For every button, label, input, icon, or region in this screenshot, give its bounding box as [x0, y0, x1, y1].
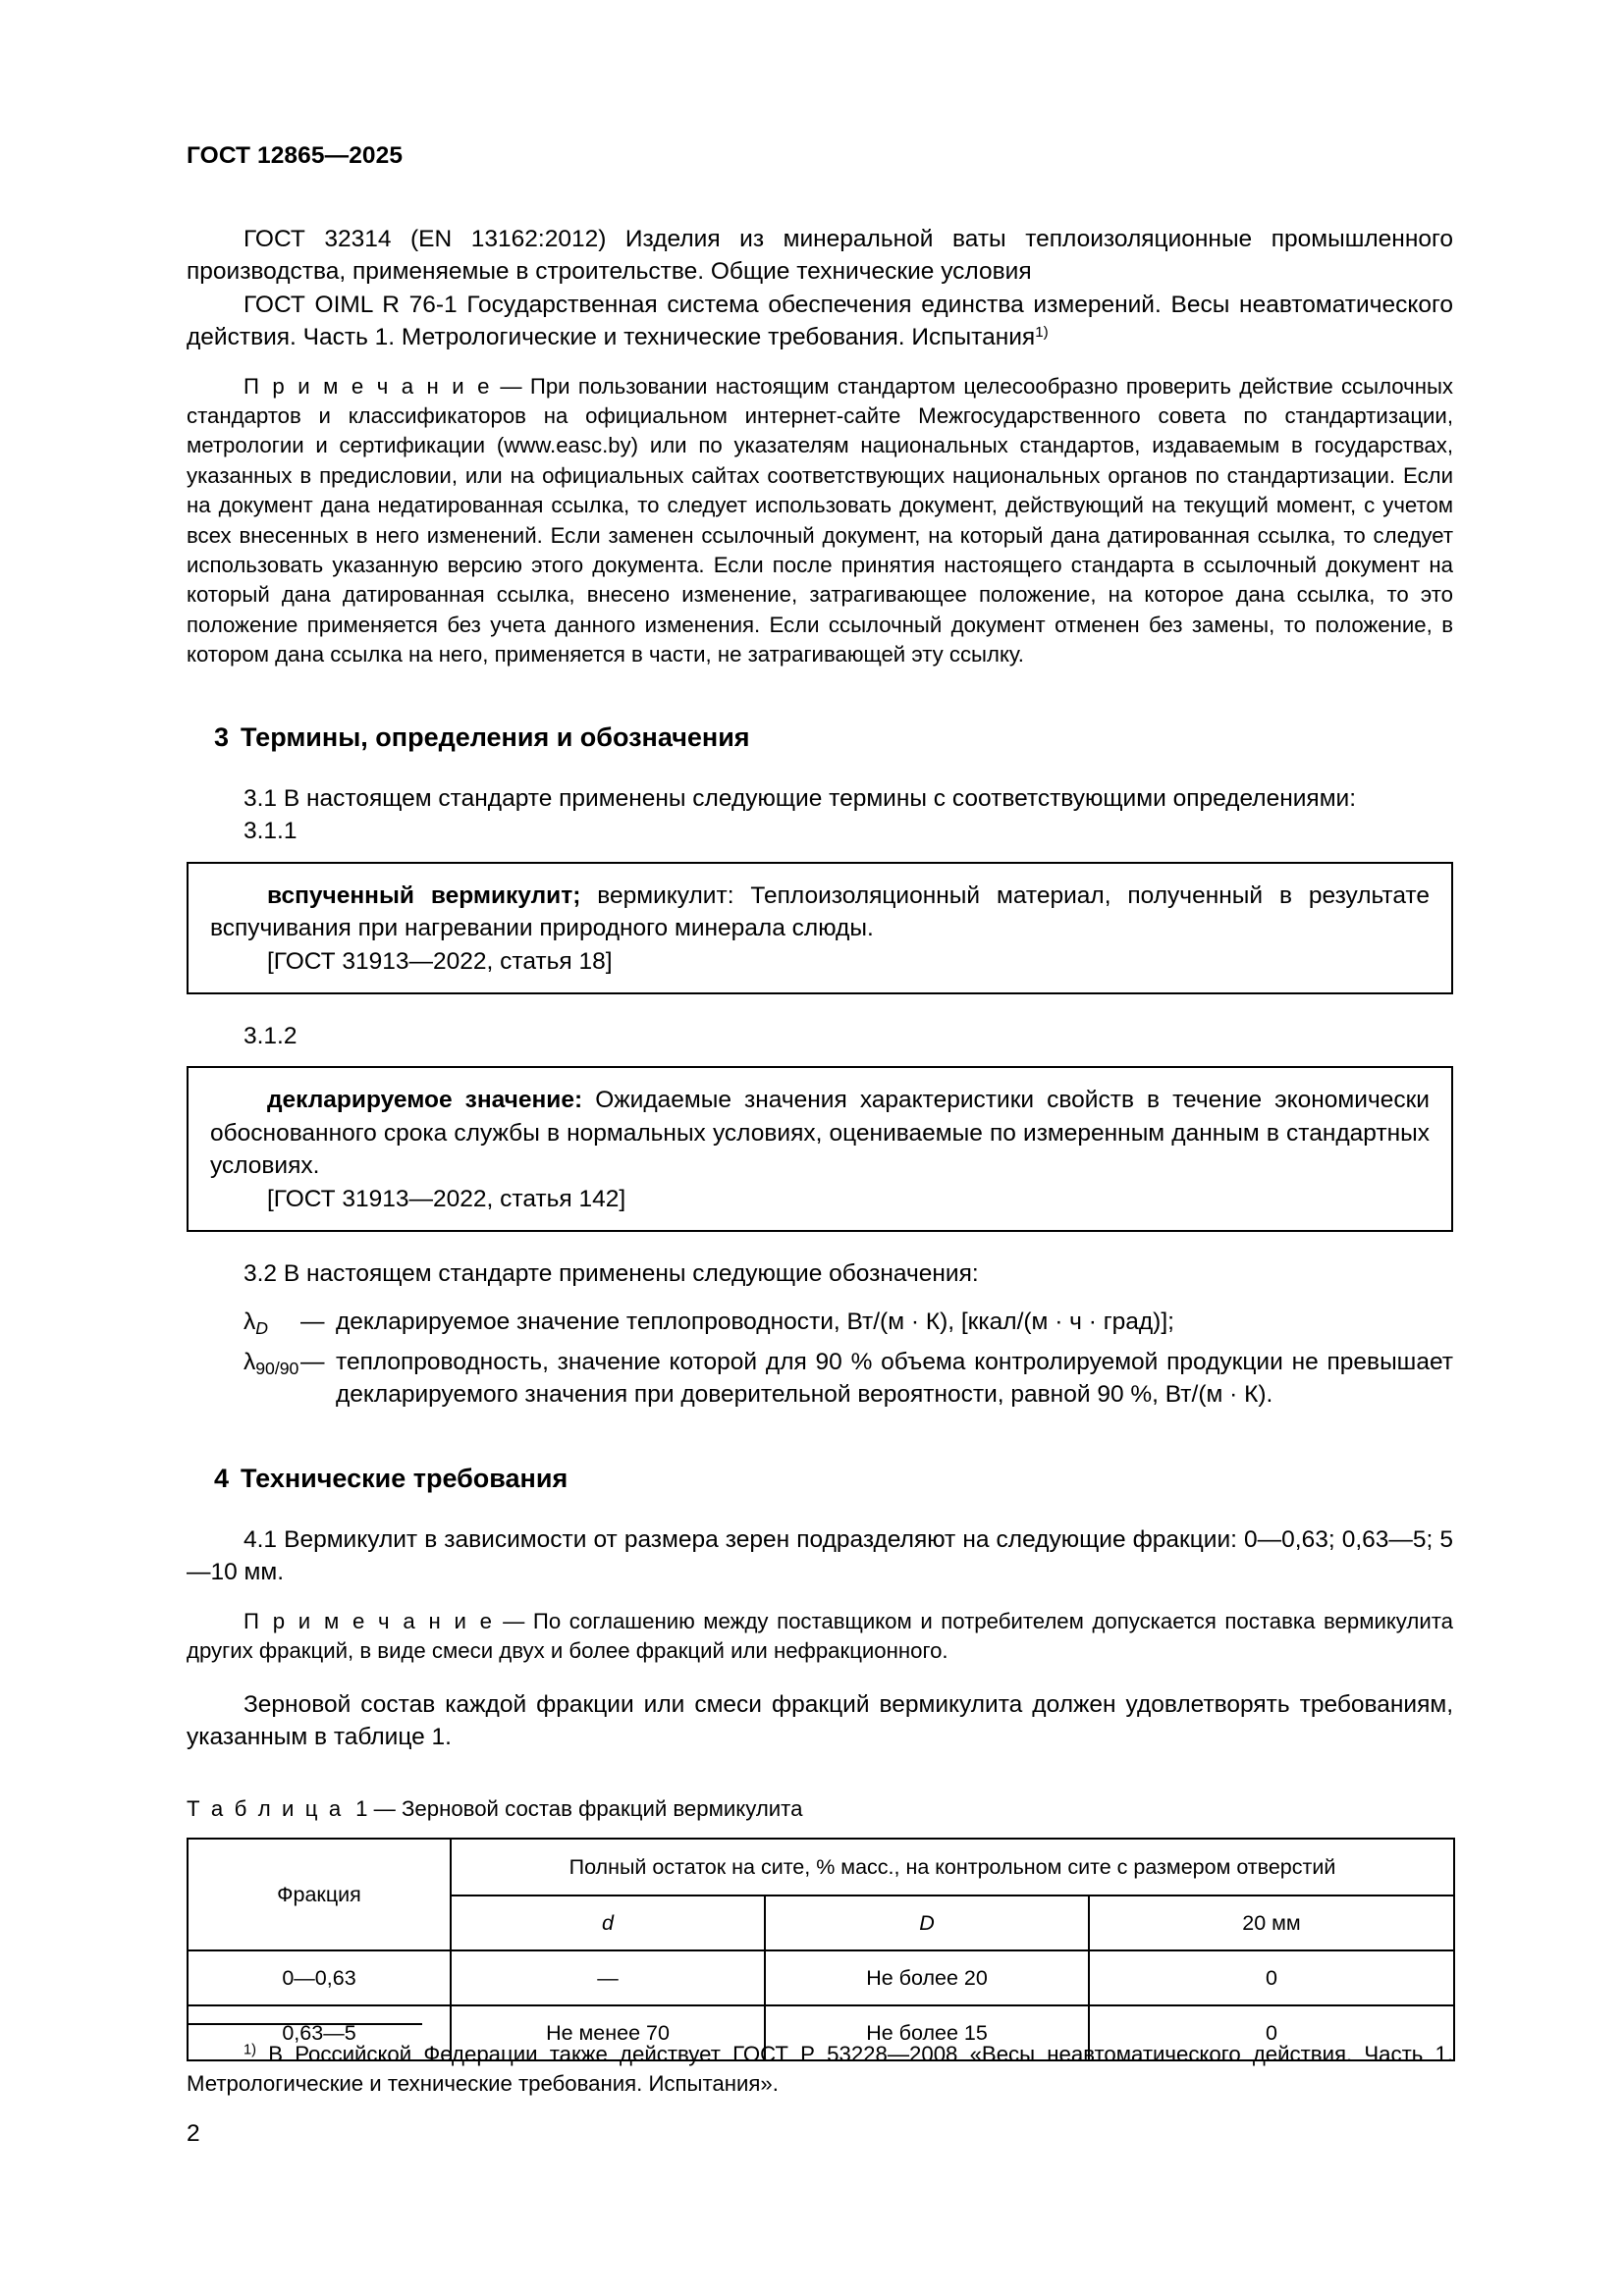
table-row	[188, 1950, 1454, 2005]
footnote-1-marker: 1)	[244, 2042, 257, 2058]
reference-item-2-text: ГОСТ OIML R 76-1 Государственная система обеспечения единства измерений. Весы неавтоматического действия. Часть 1. Метрологические и технические требования. Испытания	[187, 291, 1453, 351]
note-text: При пользовании настоящим стандартом целесообразно проверить действие ссылочных стандартов и классификаторов на официальном интернет-сайте Межгосударственного совета по стандартизации, метрологии и сертификации (www.easc.by) или по указателям национальных стандартов, издаваемым в государствах, указанных в предисловии, или на официальных сайтах соответствующих национальных органов по стандартизации. Если на документ дана недатированная ссылка, то следует использовать документ, действующий на текущий момент, с учетом всех внесенных в него изменений. Если заменен ссылочный документ, на который дана датированная ссылка, то следует использовать указанную версию этого документа. Если после принятия настоящего стандарта в ссылочный документ на который дана датированная ссылка, внесено изменение, затрагивающее положение, на которое дана ссылка, то это положение применяется без учета данного изменения. Если ссылочный документ отменен без замены, то положение, в котором дана ссылка на него, применяется в части, не затрагивающей эту ссылку.	[187, 373, 1453, 667]
symbol-dash-2: —	[300, 1348, 325, 1375]
definition-2-text: Ожидаемые значения характеристики свойств в течение экономически обоснованного срока службы в нормальных условиях, оцениваемые по измеренным данным в стандартных условиях.	[210, 1087, 1430, 1180]
table-header-row-1	[188, 1839, 1454, 1896]
section-4-number: 4	[214, 1463, 230, 1493]
clause-3-2-text: 3.2 В настоящем стандарте применены следующие обозначения:	[244, 1260, 979, 1288]
table-cell-d-2: Не менее 70	[451, 2005, 765, 2060]
symbol-description-1: декларируемое значение теплопроводности, Вт/(м · К), [ккал/(м · ч · град)];	[336, 1308, 1174, 1336]
table-cell-fraction-1: 0—0,63	[188, 1950, 451, 2005]
symbols-list	[187, 1306, 1453, 1411]
table-caption-title: Зерновой состав фракций вермикулита	[402, 1796, 803, 1822]
note-label: П р и м е ч а н и е	[244, 373, 493, 399]
note-section-4	[187, 1607, 1453, 1667]
table-cell-20mm-1: 0	[1089, 1950, 1454, 2005]
symbol-lambda-d	[187, 1306, 300, 1345]
page-number: 2	[187, 2120, 200, 2147]
symbol-lambda-9090	[187, 1346, 300, 1412]
running-header: ГОСТ 12865—2025	[187, 142, 404, 169]
clause-number-3-1-1: 3.1.1	[244, 818, 298, 845]
note-references	[187, 372, 1453, 670]
table-1-caption	[187, 1794, 1453, 1824]
table-subheader-20mm: 20 мм	[1089, 1896, 1454, 1950]
table-caption-number: 1	[355, 1796, 368, 1822]
definition-1-body	[210, 880, 1430, 945]
table-caption-label: Т а б л и ц а	[187, 1796, 344, 1822]
footnote-separator	[187, 2023, 422, 2025]
definition-2-term: декларируемое значение:	[267, 1087, 583, 1114]
reference-item-2	[187, 289, 1453, 354]
table-header-fraction: Фракция	[188, 1839, 451, 1950]
table-subheader-D	[765, 1896, 1089, 1950]
symbol-lambda-d-base: λ	[244, 1308, 256, 1336]
symbol-lambda-d-subscript: D	[255, 1318, 268, 1339]
footnote-1-text: В Российской Федерации также действует ГОСТ Р 53228—2008 «Весы неавтоматического действия. Часть 1. Метрологические и технические требования. Испытания».	[187, 2042, 1453, 2097]
definition-box-3-1-2	[187, 1066, 1453, 1232]
symbol-dash-1: —	[300, 1308, 325, 1336]
definition-1-term: вспученный вермикулит;	[267, 881, 581, 909]
symbol-lambda-9090-subscript: 90/90	[255, 1358, 299, 1378]
section-3-number: 3	[214, 721, 230, 752]
clause-3-1-text: 3.1 В настоящем стандарте применены следующие термины с соответствующими определениями:	[244, 785, 1357, 813]
footnote-marker-ref: 1)	[1035, 324, 1049, 342]
reference-item-1: ГОСТ 32314 (EN 13162:2012) Изделия из минеральной ваты теплоизоляционные промышленного производства, применяемые в строительстве. Общие технические условия	[187, 225, 1453, 286]
definition-2-body	[210, 1084, 1430, 1182]
section-4-heading	[214, 1463, 1453, 1494]
definition-1-source: [ГОСТ 31913—2022, статья 18]	[267, 947, 613, 975]
table-cell-D-2: Не более 15	[765, 2005, 1089, 2060]
section-3-title: Термины, определения и обозначения	[241, 721, 750, 752]
table-cell-fraction-2: 0,63—5	[188, 2005, 451, 2060]
symbol-lambda-9090-base: λ	[244, 1348, 256, 1375]
table-caption-dash: —	[367, 1796, 402, 1822]
symbol-row-lambda-9090	[187, 1346, 1453, 1412]
clause-4-1-text: 4.1 Вермикулит в зависимости от размера зерен подразделяют на следующие фракции: 0—0,63; 0,63—5; 5—10 мм.	[187, 1526, 1453, 1586]
symbol-description-2: теплопроводность, значение которой для 90 % объема контролируемой продукции не превышает декларируемого значения при доверительной вероятности, равной 90 %, Вт/(м · К).	[336, 1348, 1453, 1409]
note-4-text: По соглашению между поставщиком и потребителем допускается поставка вермикулита других фракций, в виде смеси двух и более фракций или нефракционного.	[187, 1608, 1453, 1664]
table-subheader-D-symbol: D	[919, 1910, 935, 1935]
definition-box-3-1-1	[187, 862, 1453, 994]
clause-number-3-1-2: 3.1.2	[244, 1023, 298, 1050]
note-dash: —	[492, 373, 530, 399]
table-cell-D-1: Не более 20	[765, 1950, 1089, 2005]
symbol-row-lambda-d	[187, 1306, 1453, 1345]
definition-2-source: [ГОСТ 31913—2022, статья 142]	[267, 1185, 626, 1212]
section-4-title: Технические требования	[241, 1463, 568, 1493]
note-4-dash: —	[494, 1608, 533, 1633]
grain-composition-table	[187, 1838, 1455, 2061]
table-cell-d-1: —	[451, 1950, 765, 2005]
note-4-label: П р и м е ч а н и е	[244, 1608, 495, 1633]
clause-4-grain-text: Зерновой состав каждой фракции или смеси фракций вермикулита должен удовлетворять требованиям, указанным в таблице 1.	[187, 1690, 1453, 1751]
table-header-span: Полный остаток на сите, % масс., на контрольном сите с размером отверстий	[451, 1839, 1454, 1896]
footnote-1	[187, 2040, 1453, 2100]
page-content	[187, 143, 1453, 2061]
table-cell-20mm-2: 0	[1089, 2005, 1454, 2060]
definition-1-text: вермикулит: Теплоизоляционный материал, полученный в результате вспучивания при нагревании природного минерала слюды.	[210, 881, 1430, 942]
section-3-heading	[214, 721, 1453, 753]
table-subheader-d	[451, 1896, 765, 1950]
table-subheader-d-symbol: d	[602, 1910, 614, 1935]
